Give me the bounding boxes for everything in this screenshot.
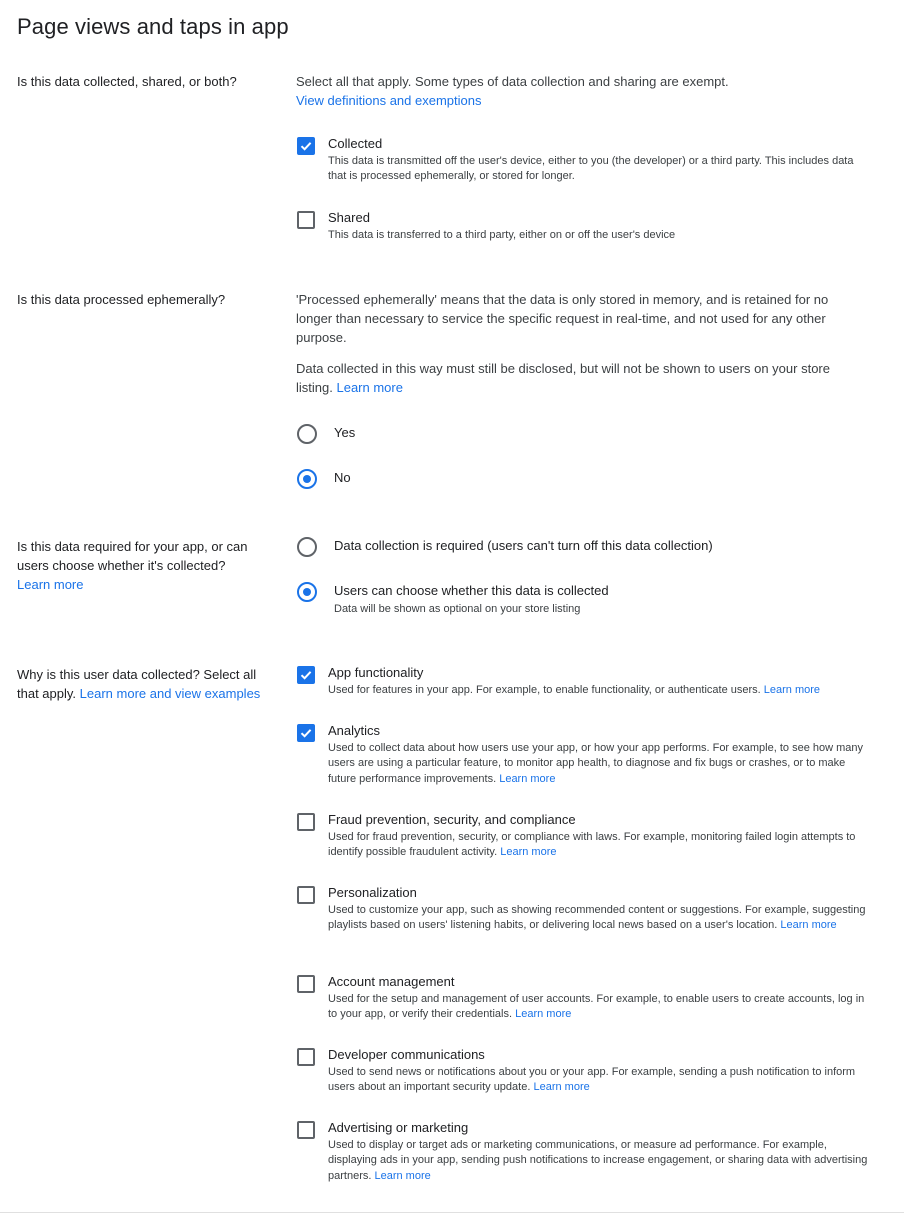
learn-more-examples-link[interactable]: Learn more and view examples xyxy=(79,686,261,701)
option-description: This data is transmitted off the user's device, either to you (the developer) or a third party. This includes data that is processed ephemerally, or stored for longer. xyxy=(328,155,854,183)
learn-more-link[interactable]: Learn more xyxy=(499,772,556,785)
ephemeral-para2 xyxy=(296,359,866,397)
radio-required[interactable] xyxy=(297,537,317,557)
collected-shared-intro xyxy=(296,72,866,110)
question-purpose xyxy=(17,665,279,703)
option-label: Developer communications xyxy=(328,1047,485,1062)
option-label: Fraud prevention, security, and compliance xyxy=(328,812,576,827)
option-description-text: Used to customize your app, such as showing recommended content or suggestions. For example, suggesting playlists based on users' listening habits, or delivering local news based on a user's location. xyxy=(328,904,866,932)
radio-label: Data collection is required (users can't turn off this data collection) xyxy=(334,538,713,553)
question-required xyxy=(17,537,279,594)
view-definitions-link[interactable]: View definitions and exemptions xyxy=(296,93,482,108)
page-title: Page views and taps in app xyxy=(17,14,289,39)
option-label: Analytics xyxy=(328,723,381,738)
option-description xyxy=(328,992,868,1023)
option-description xyxy=(328,1065,868,1096)
option-label: Account management xyxy=(328,974,455,989)
option-label: Advertising or marketing xyxy=(328,1120,469,1135)
learn-more-link[interactable]: Learn more xyxy=(17,577,84,592)
option-description: This data is transferred to a third party, either on or off the user's device xyxy=(328,229,676,241)
option-description: Data will be shown as optional on your store listing xyxy=(334,603,581,615)
checkmark-icon xyxy=(299,139,313,153)
option-description xyxy=(328,683,888,698)
learn-more-link[interactable]: Learn more xyxy=(374,1169,431,1182)
option-description-text: Used for features in your app. For example, to enable functionality, or authenticate users. xyxy=(328,684,761,696)
checkmark-icon xyxy=(299,726,313,740)
option-description xyxy=(328,741,868,787)
radio-selected-dot xyxy=(303,588,311,596)
option-description xyxy=(328,830,868,861)
learn-more-link[interactable]: Learn more xyxy=(500,846,557,859)
option-description-text: Used for fraud prevention, security, or compliance with laws. For example, monitoring failed login attempts to identify possible fraudulent activity. xyxy=(328,831,856,859)
question-collected-shared: Is this data collected, shared, or both? xyxy=(17,74,237,89)
option-description-text: Used for the setup and management of user accounts. For example, to enable users to create accounts, log in to your app, or verify their credentials. xyxy=(328,993,865,1021)
checkmark-icon xyxy=(299,668,313,682)
checkbox-app-functionality[interactable] xyxy=(297,666,315,684)
question-ephemeral: Is this data processed ephemerally? xyxy=(17,292,226,307)
checkbox-fraud-prevention[interactable] xyxy=(297,813,315,831)
radio-yes[interactable] xyxy=(297,424,317,444)
learn-more-link[interactable]: Learn more xyxy=(780,919,837,932)
radio-label: Users can choose whether this data is collected xyxy=(334,583,609,598)
learn-more-link[interactable]: Learn more xyxy=(515,1008,572,1021)
ephemeral-para2-text: Data collected in this way must still be disclosed, but will not be shown to users on your store listing. xyxy=(296,361,830,395)
intro-text: Select all that apply. Some types of data collection and sharing are exempt. xyxy=(296,74,729,89)
radio-label: No xyxy=(334,470,351,485)
question-required-text: Is this data required for your app, or can users choose whether it's collected? xyxy=(17,539,248,573)
question-purpose-text: Why is this user data collected? Select all that apply. xyxy=(17,667,257,701)
radio-no[interactable] xyxy=(297,469,317,489)
option-description xyxy=(328,1138,868,1184)
checkbox-developer-communications[interactable] xyxy=(297,1048,315,1066)
option-description-text: Used to collect data about how users use your app, or how your app performs. For example, to see how many users are using a particular feature, to monitor app health, to diagnose and fix bugs or crashes, or to make future performance improvements. xyxy=(328,742,863,785)
checkbox-personalization[interactable] xyxy=(297,886,315,904)
option-label: App functionality xyxy=(328,665,424,680)
learn-more-link[interactable]: Learn more xyxy=(336,380,403,395)
ephemeral-para1: 'Processed ephemerally' means that the data is only stored in memory, and is retained for no longer than necessary to service the specific request in real-time, and not used for any other purpose. xyxy=(296,292,829,345)
checkbox-shared[interactable] xyxy=(297,211,315,229)
checkbox-account-management[interactable] xyxy=(297,975,315,993)
learn-more-link[interactable]: Learn more xyxy=(763,684,821,696)
learn-more-link[interactable]: Learn more xyxy=(533,1081,590,1094)
radio-label: Yes xyxy=(334,425,356,440)
radio-selected-dot xyxy=(303,475,311,483)
checkbox-collected[interactable] xyxy=(297,137,315,155)
option-description-text: Used to display or target ads or marketing communications, or measure ad performance. For example, displaying ads in your app, sending push notifications to increase engagement, or sharing data with advertising partners. xyxy=(328,1139,868,1182)
option-description xyxy=(328,903,868,934)
option-label: Collected xyxy=(328,136,383,151)
bottom-divider xyxy=(0,1212,904,1213)
checkbox-advertising-marketing[interactable] xyxy=(297,1121,315,1139)
option-label: Shared xyxy=(328,210,370,225)
checkbox-analytics[interactable] xyxy=(297,724,315,742)
radio-optional[interactable] xyxy=(297,582,317,602)
option-label: Personalization xyxy=(328,885,417,900)
option-description-text: Used to send news or notifications about you or your app. For example, sending a push notification to inform users about an important security update. xyxy=(328,1066,856,1094)
